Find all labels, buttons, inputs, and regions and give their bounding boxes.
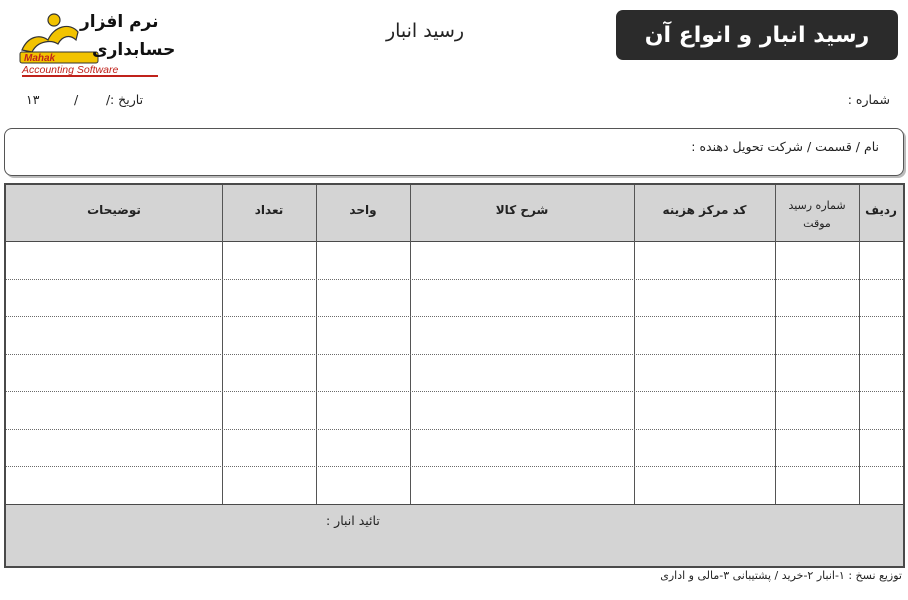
column-header-notes: توضیحات — [87, 203, 141, 217]
table-row — [6, 316, 903, 317]
distribution-note: توزیع نسخ : ۱-انبار ۲-خرید / پشتیبانی ۳-مالی و اداری — [660, 569, 902, 582]
column-divider — [775, 185, 776, 504]
table-header — [6, 185, 903, 242]
table-row — [6, 354, 903, 355]
logo-line-2: حسابداری — [92, 40, 176, 60]
logo-line-1: نرم افزار — [80, 12, 159, 32]
number-label: شماره : — [847, 92, 890, 107]
items-table — [4, 183, 905, 568]
date-label: تاریخ : — [110, 92, 144, 107]
column-divider — [316, 185, 317, 504]
deliverer-box — [4, 128, 904, 176]
mahak-logo — [18, 6, 176, 80]
document-title: رسید انبار — [385, 20, 465, 42]
table-row — [6, 429, 903, 430]
column-header-quantity: تعداد — [254, 203, 284, 217]
date-year-prefix: ۱۳ — [26, 92, 40, 107]
column-header-cost-center: کد مرکز هزینه — [662, 203, 747, 217]
column-divider — [859, 185, 860, 504]
column-divider — [222, 185, 223, 504]
date-separator: / — [74, 92, 79, 107]
approval-footer — [6, 504, 903, 566]
warehouse-approval-label: تائید انبار : — [326, 513, 380, 528]
column-header-temp-receipt: شماره رسید موقت — [788, 199, 846, 230]
logo-tagline: Accounting Software — [22, 64, 119, 76]
deliverer-label: نام / قسمت / شرکت تحویل دهنده : — [691, 139, 879, 154]
date-separator: / — [106, 92, 111, 107]
column-divider — [410, 185, 411, 504]
column-header-unit: واحد — [349, 203, 377, 217]
column-divider — [634, 185, 635, 504]
column-header-item-description: شرح کالا — [495, 203, 549, 217]
svg-text:Mahak: Mahak — [24, 53, 56, 64]
banner-title: رسید انبار و انواع آن — [616, 10, 898, 60]
column-header-row-number: ردیف — [865, 203, 897, 217]
table-row — [6, 279, 903, 280]
table-row — [6, 466, 903, 467]
table-row — [6, 391, 903, 392]
